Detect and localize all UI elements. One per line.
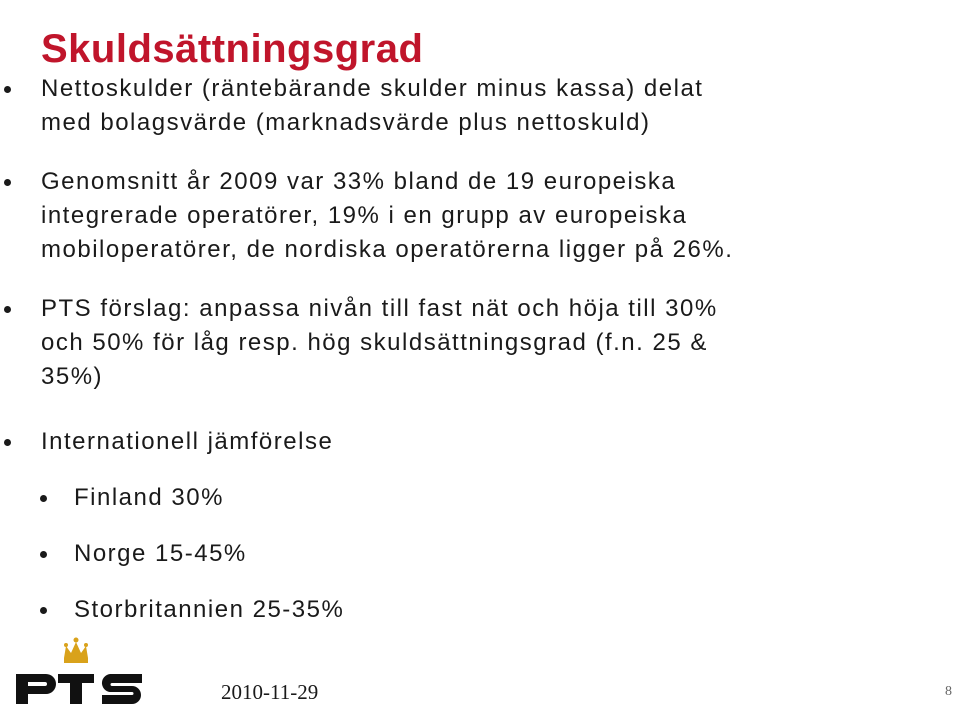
bullet-dot-icon: [4, 439, 11, 446]
bullet-line: Norge 15-45%: [74, 540, 247, 567]
bullet-line: Finland 30%: [74, 484, 224, 511]
bullet-dot-icon: [4, 86, 11, 93]
bullet-line: Internationell jämförelse: [41, 428, 334, 455]
bullet-line: Genomsnitt år 2009 var 33% bland de 19 europeiska: [41, 168, 677, 195]
bullet-line: Storbritannien 25-35%: [74, 596, 345, 623]
slide-title: Skuldsättningsgrad: [41, 26, 424, 71]
sub-bullet-norway: [74, 537, 247, 571]
page-number: 8: [945, 684, 952, 699]
sub-bullet-uk: [74, 593, 344, 627]
bullet-dot-icon: [4, 306, 11, 313]
bullet-dot-icon: [40, 495, 47, 502]
bullet-international-comparison: [41, 425, 333, 459]
pts-logo: [14, 636, 144, 706]
bullet-line: och 50% för låg resp. hög skuldsättningsgrad (f.n. 25 &: [41, 329, 708, 356]
bullet-average-2009: [41, 165, 733, 267]
bullet-dot-icon: [40, 607, 47, 614]
bullet-line: Nettoskulder (räntebärande skulder minus kassa) delat: [41, 75, 704, 102]
bullet-dot-icon: [4, 179, 11, 186]
bullet-definition: [41, 72, 703, 140]
bullet-line: med bolagsvärde (marknadsvärde plus nettoskuld): [41, 109, 651, 136]
bullet-line: 35%): [41, 363, 104, 390]
bullet-line: PTS förslag: anpassa nivån till fast nät och höja till 30%: [41, 295, 718, 322]
bullet-line: mobiloperatörer, de nordiska operatörerna ligger på 26%.: [41, 236, 734, 263]
crown-icon: [64, 638, 88, 664]
bullet-line: integrerade operatörer, 19% i en grupp av europeiska: [41, 202, 688, 229]
pts-logo-graphic: [14, 636, 144, 706]
footer-date: 2010-11-29: [221, 680, 319, 704]
sub-bullet-finland: [74, 481, 224, 515]
bullet-dot-icon: [40, 551, 47, 558]
bullet-pts-proposal: [41, 292, 718, 394]
